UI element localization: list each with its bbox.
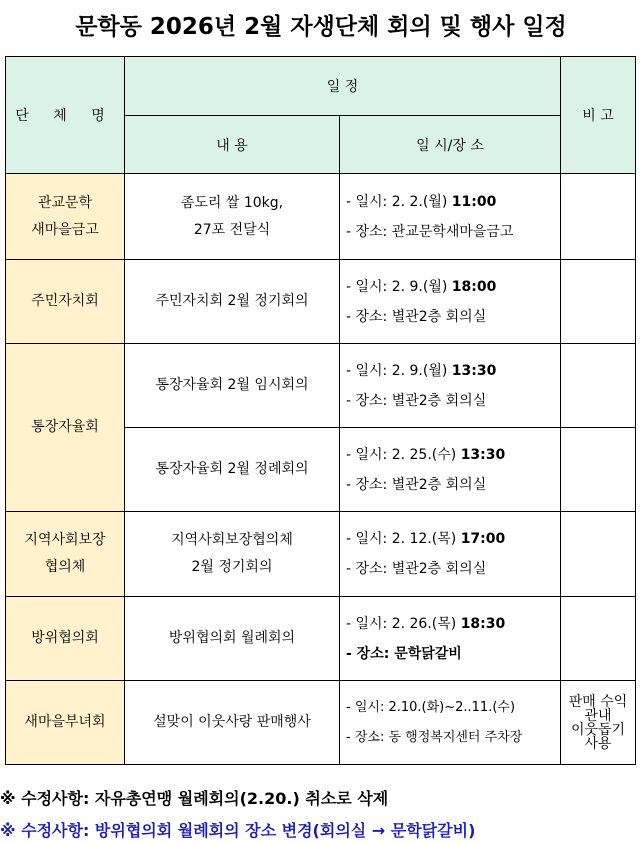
- org-cell: 주민자치회: [6, 260, 125, 344]
- content-cell: 지역사회보장협의체 2월 정기회의: [125, 512, 340, 597]
- note-cell: [561, 428, 636, 512]
- datetime-cell: - 일시: 2. 25.(수) 13:30 - 장소: 별관2층 회의실: [340, 428, 561, 512]
- datetime-cell: - 일시: 2. 9.(월) 18:00 - 장소: 별관2층 회의실: [340, 260, 561, 344]
- header-schedule: 일 정: [125, 57, 561, 116]
- org-cell: 통장자율회: [6, 344, 125, 512]
- org-cell: 방위협의회: [6, 597, 125, 681]
- table-row: [6, 260, 636, 344]
- org-cell: 관교문학 새마을금고: [6, 174, 125, 260]
- table-row: [6, 344, 636, 428]
- header-content: 내 용: [125, 116, 340, 174]
- note-cell: 판매 수익 관내 이웃돕기 사용: [561, 681, 636, 765]
- header-org: 단 체 명: [6, 57, 125, 174]
- note-cell: [561, 512, 636, 597]
- org-cell: 새마을부녀회: [6, 681, 125, 765]
- content-cell: 주민자치회 2월 정기회의: [125, 260, 340, 344]
- table-row: [6, 512, 636, 597]
- header-note: 비 고: [561, 57, 636, 174]
- note-cell: [561, 174, 636, 260]
- content-cell: 통장자율회 2월 임시회의: [125, 344, 340, 428]
- note-cell: [561, 597, 636, 681]
- datetime-cell: - 일시: 2. 9.(월) 13:30 - 장소: 별관2층 회의실: [340, 344, 561, 428]
- table-row: [6, 597, 636, 681]
- datetime-cell: - 일시: 2.10.(화)~2..11.(수) - 장소: 동 행정복지센터 주차장: [340, 681, 561, 765]
- content-cell: 설맞이 이웃사랑 판매행사: [125, 681, 340, 765]
- datetime-cell: - 일시: 2. 26.(목) 18:30 - 장소: 문학닭갈비: [340, 597, 561, 681]
- content-cell: 통장자율회 2월 정례회의: [125, 428, 340, 512]
- note-cell: [561, 260, 636, 344]
- footnote-venue-change: ※ 수정사항: 방위협의회 월례회의 장소 변경(회의실 → 문학닭갈비): [0, 821, 476, 840]
- org-cell: 지역사회보장 협의체: [6, 512, 125, 597]
- datetime-cell: - 일시: 2. 12.(목) 17:00 - 장소: 별관2층 회의실: [340, 512, 561, 597]
- datetime-cell: - 일시: 2. 2.(월) 11:00 - 장소: 관교문학새마을금고: [340, 174, 561, 260]
- header-datetime: 일 시/장 소: [340, 116, 561, 174]
- note-cell: [561, 344, 636, 428]
- schedule-table: [5, 56, 636, 765]
- table-row: [6, 174, 636, 260]
- content-cell: 방위협의회 월례회의: [125, 597, 340, 681]
- content-cell: 좀도리 쌀 10kg, 27포 전달식: [125, 174, 340, 260]
- footnote-deletion: ※ 수정사항: 자유총연맹 월례회의(2.20.) 취소로 삭제: [0, 789, 389, 808]
- page-title: 문학동 2026년 2월 자생단체 회의 및 행사 일정: [75, 14, 567, 40]
- table-row: [6, 681, 636, 765]
